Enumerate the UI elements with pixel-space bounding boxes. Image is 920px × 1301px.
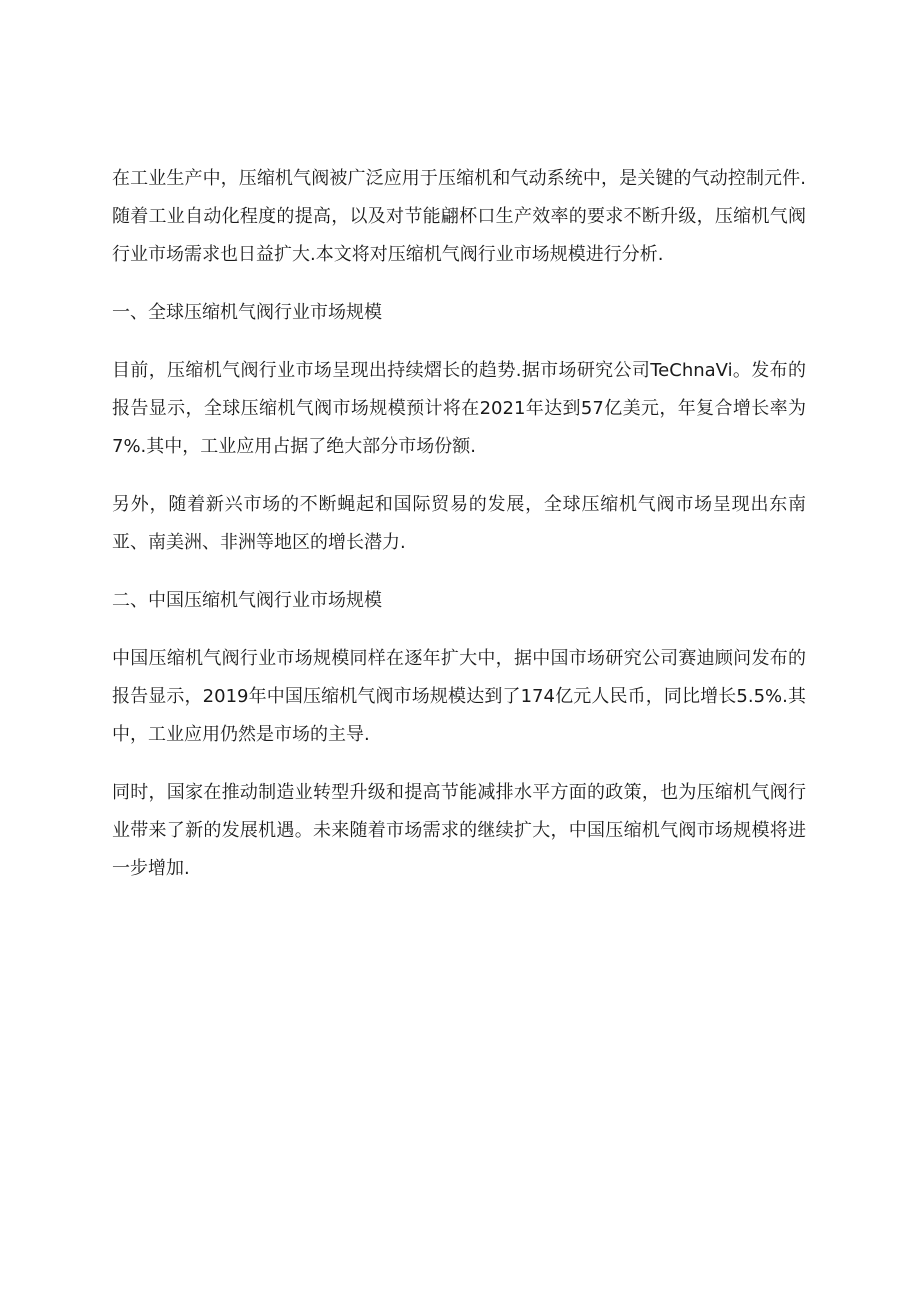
global-market-paragraph: 目前，压缩机气阀行业市场呈现出持续熠长的趋势.据市场研究公司TeChnaVi。发布的报告显示，全球压缩机气阀市场规模预计将在2021年达到57亿美元，年复合增长率为7%.其中，工业应用占据了绝大部分市场份额. [112, 360, 806, 457]
china-market-paragraph: 中国压缩机气阀行业市场规模同样在逐年扩大中，据中国市场研究公司赛迪顾问发布的报告显示，2019年中国压缩机气阀市场规模达到了174亿元人民币，同比增长5.5%.其中，工业应用仍然是市场的主导. [112, 648, 806, 745]
section-heading-china: 二、中国压缩机气阀行业市场规模 [112, 590, 382, 611]
policy-paragraph: 同时，国家在推动制造业转型升级和提高节能减排水平方面的政策，也为压缩机气阀行业带来了新的发展机遇。未来随着市场需求的继续扩大，中国压缩机气阀市场规模将进一步增加. [112, 782, 806, 879]
emerging-markets-paragraph: 另外，随着新兴市场的不断蝇起和国际贸易的发展，全球压缩机气阀市场呈现出东南亚、南美洲、非洲等地区的增长潜力. [112, 494, 806, 553]
section-heading-global: 一、全球压缩机气阀行业市场规模 [112, 302, 382, 323]
intro-paragraph: 在工业生产中，压缩机气阀被广泛应用于压缩机和气动系统中，是关键的气动控制元件.随着工业自动化程度的提高，以及对节能翩杯口生产效率的要求不断升级，压缩机气阀行业市场需求也日益扩大.本文将对压缩机气阀行业市场规模进行分析. [112, 168, 806, 265]
document-body [112, 160, 806, 908]
